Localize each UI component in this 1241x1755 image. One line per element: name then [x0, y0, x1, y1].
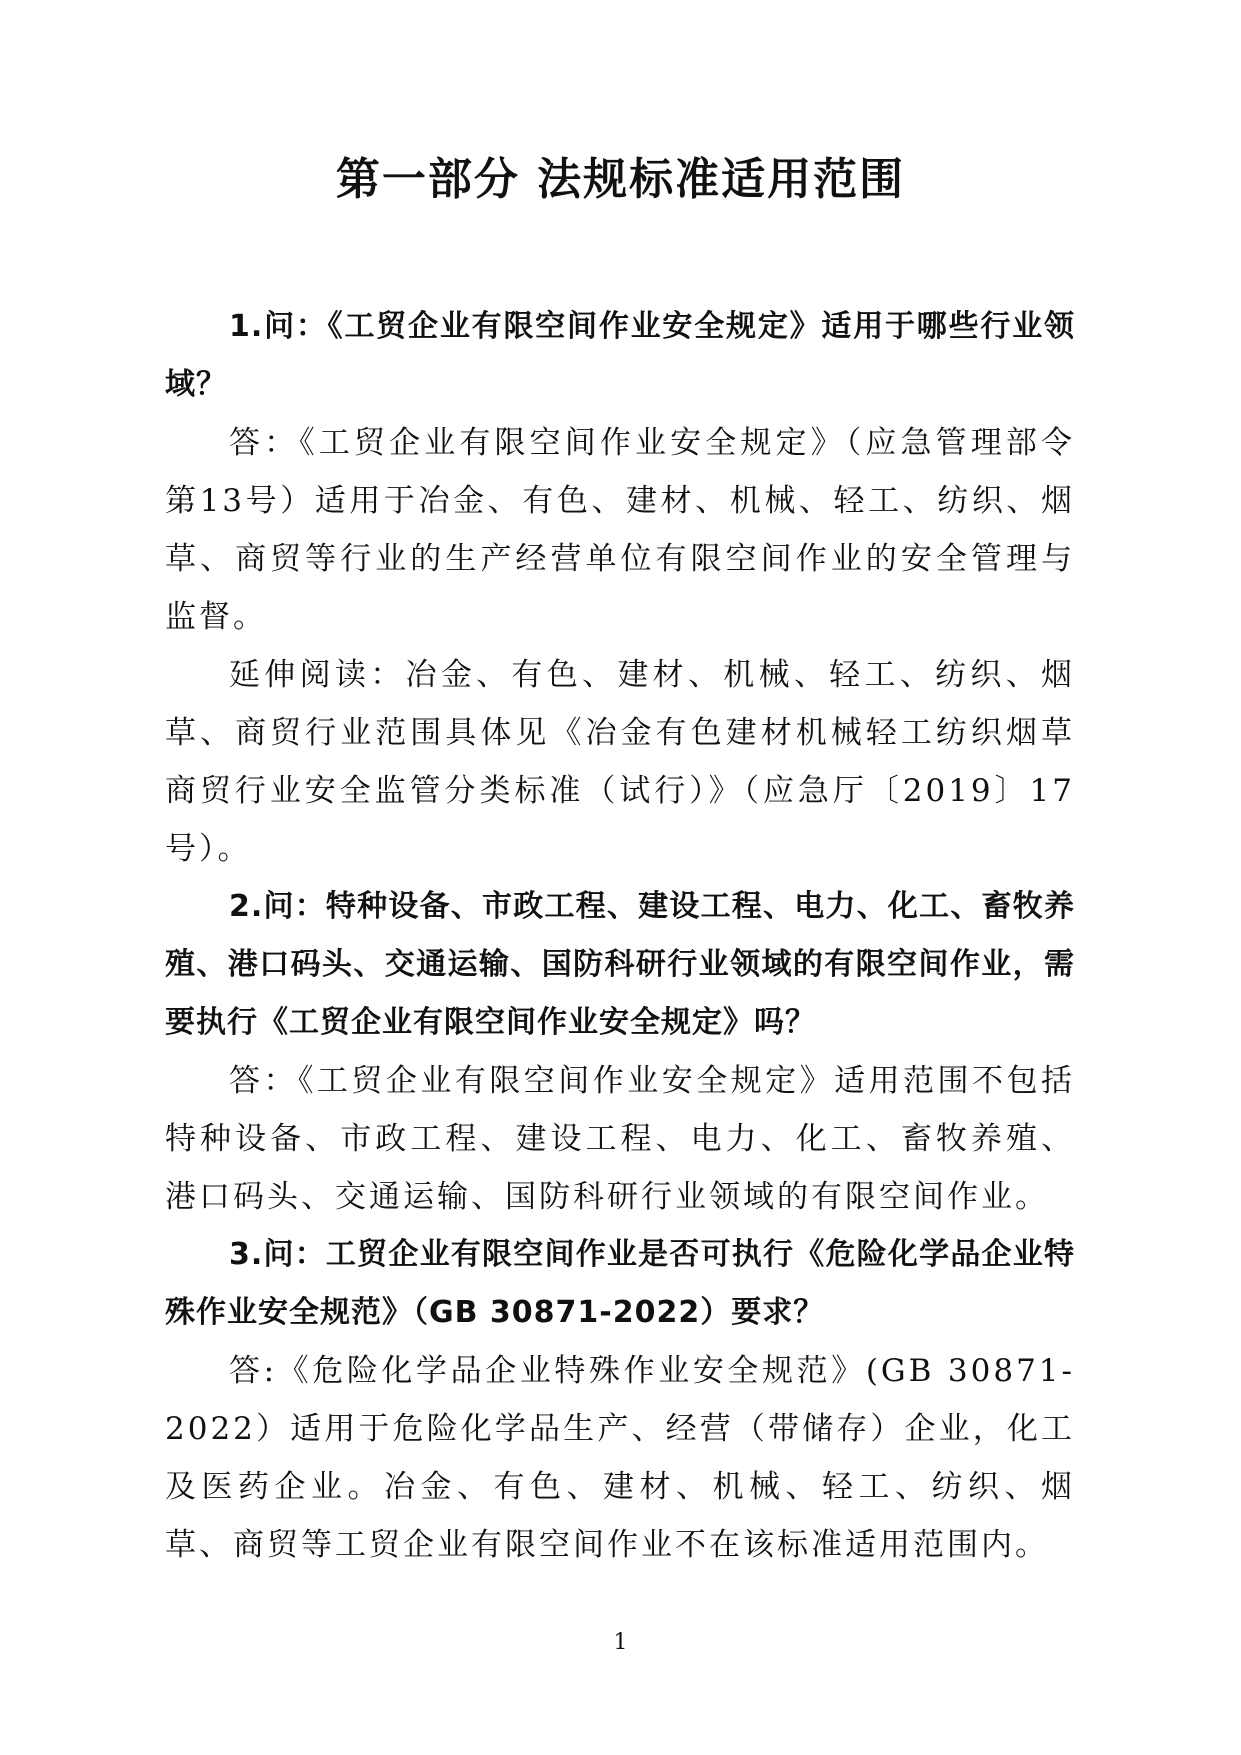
extended-reading-paragraph: 延伸阅读：冶金、有色、建材、机械、轻工、纺织、烟草、商贸行业范围具体见《冶金有色建材机械轻工纺织烟草商贸行业安全监管分类标准（试行）》（应急厅〔2019〕17号）。: [165, 657, 1075, 867]
page-title: 第一部分 法规标准适用范围: [335, 154, 906, 205]
answer-paragraph: 答:《危险化学品企业特殊作业安全规范》(GB 30871-2022）适用于危险化学品生产、经营（带储存）企业，化工及医药企业。冶金、有色、建材、机械、轻工、纺织、烟草、商贸等工贸企业有限空间作业不在该标准适用范围内。: [165, 1353, 1075, 1563]
question-paragraph: 1.问：《工贸企业有限空间作业安全规定》适用于哪些行业领域？: [165, 309, 1075, 402]
page-number: 1: [613, 1630, 628, 1655]
answer-paragraph: 答：《工贸企业有限空间作业安全规定》（应急管理部令第13号）适用于冶金、有色、建材、机械、轻工、纺织、烟草、商贸等行业的生产经营单位有限空间作业的安全管理与监督。: [165, 425, 1075, 635]
answer-paragraph: 答：《工贸企业有限空间作业安全规定》适用范围不包括特种设备、市政工程、建设工程、电力、化工、畜牧养殖、港口码头、交通运输、国防科研行业领域的有限空间作业。: [165, 1063, 1075, 1215]
question-paragraph: 2.问：特种设备、市政工程、建设工程、电力、化工、畜牧养殖、港口码头、交通运输、国防科研行业领域的有限空间作业，需要执行《工贸企业有限空间作业安全规定》吗？: [165, 889, 1075, 1040]
question-paragraph: 3.问：工贸企业有限空间作业是否可执行《危险化学品企业特殊作业安全规范》（GB 30871-2022）要求？: [165, 1237, 1075, 1330]
document-body: [165, 298, 1075, 1574]
